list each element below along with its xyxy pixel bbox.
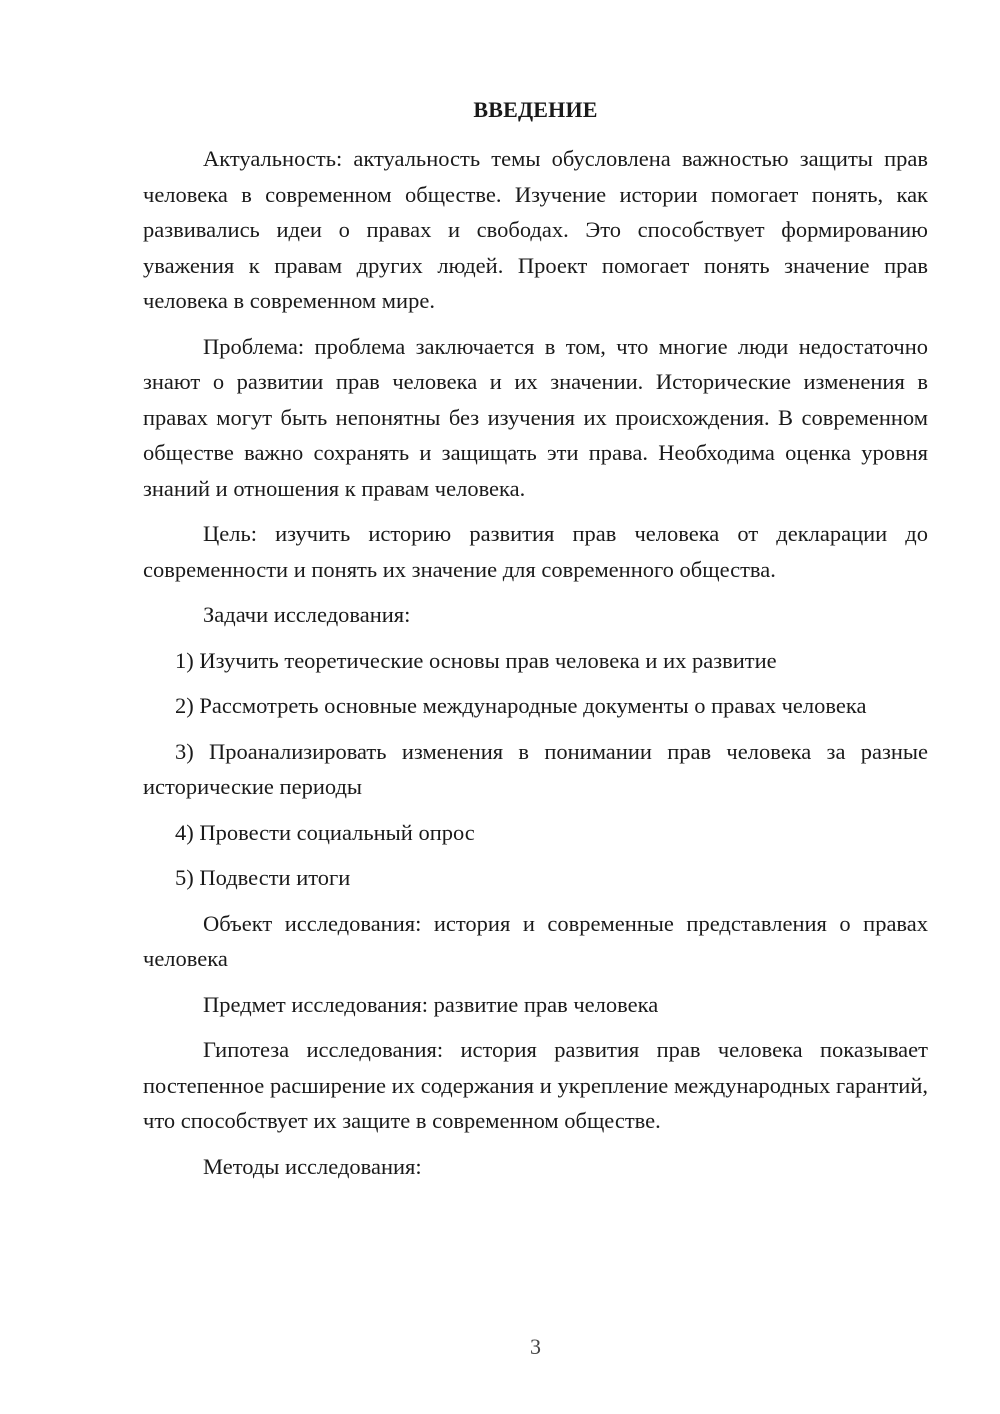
- section-heading: ВВЕДЕНИЕ: [473, 97, 598, 122]
- task-item-4: 4) Провести социальный опрос: [175, 819, 475, 845]
- paragraph-tasks-heading: Задачи исследования:: [203, 602, 411, 627]
- page-number: 3: [530, 1334, 541, 1359]
- task-item-1: 1) Изучить теоретические основы прав человека и их развитие: [175, 647, 777, 673]
- document-page: [143, 0, 928, 1414]
- paragraph-problem: Проблема: проблема заключается в том, что многие люди недостаточно знают о развитии прав человека и их значении. Исторические изменения в правах могут быть непонятны без изучения их происхождения. В современном обществе важно сохранять и защищать эти права. Необходима оценка уровня знаний и отношения к правам человека.: [143, 333, 928, 501]
- paragraph-subject: Предмет исследования: развитие прав человека: [203, 991, 659, 1017]
- task-item-3: 3) Проанализировать изменения в понимании прав человека за разные исторические периоды: [143, 738, 928, 799]
- paragraph-hypothesis: Гипотеза исследования: история развития прав человека показывает постепенное расширение их содержания и укрепление международных гарантий, что способствует их защите в современном обществе.: [143, 1037, 928, 1133]
- task-item-5: 5) Подвести итоги: [175, 865, 351, 890]
- paragraph-goal: Цель: изучить историю развития прав человека от декларации до современности и понять их значение для современного общества.: [143, 521, 928, 582]
- task-item-2: 2) Рассмотреть основные международные документы о правах человека: [175, 693, 867, 718]
- paragraph-relevance: Актуальность: актуальность темы обусловлена важностью защиты прав человека в современном обществе. Изучение истории помогает понять, как развивались идеи о правах и свободах. Это способствует формированию уважения к правам других людей. Проект помогает понять значение прав человека в современном мире.: [143, 146, 928, 313]
- paragraph-object: Объект исследования: история и современные представления о правах человека: [143, 910, 928, 971]
- document-body: [143, 141, 928, 1194]
- paragraph-methods: Методы исследования:: [203, 1153, 422, 1179]
